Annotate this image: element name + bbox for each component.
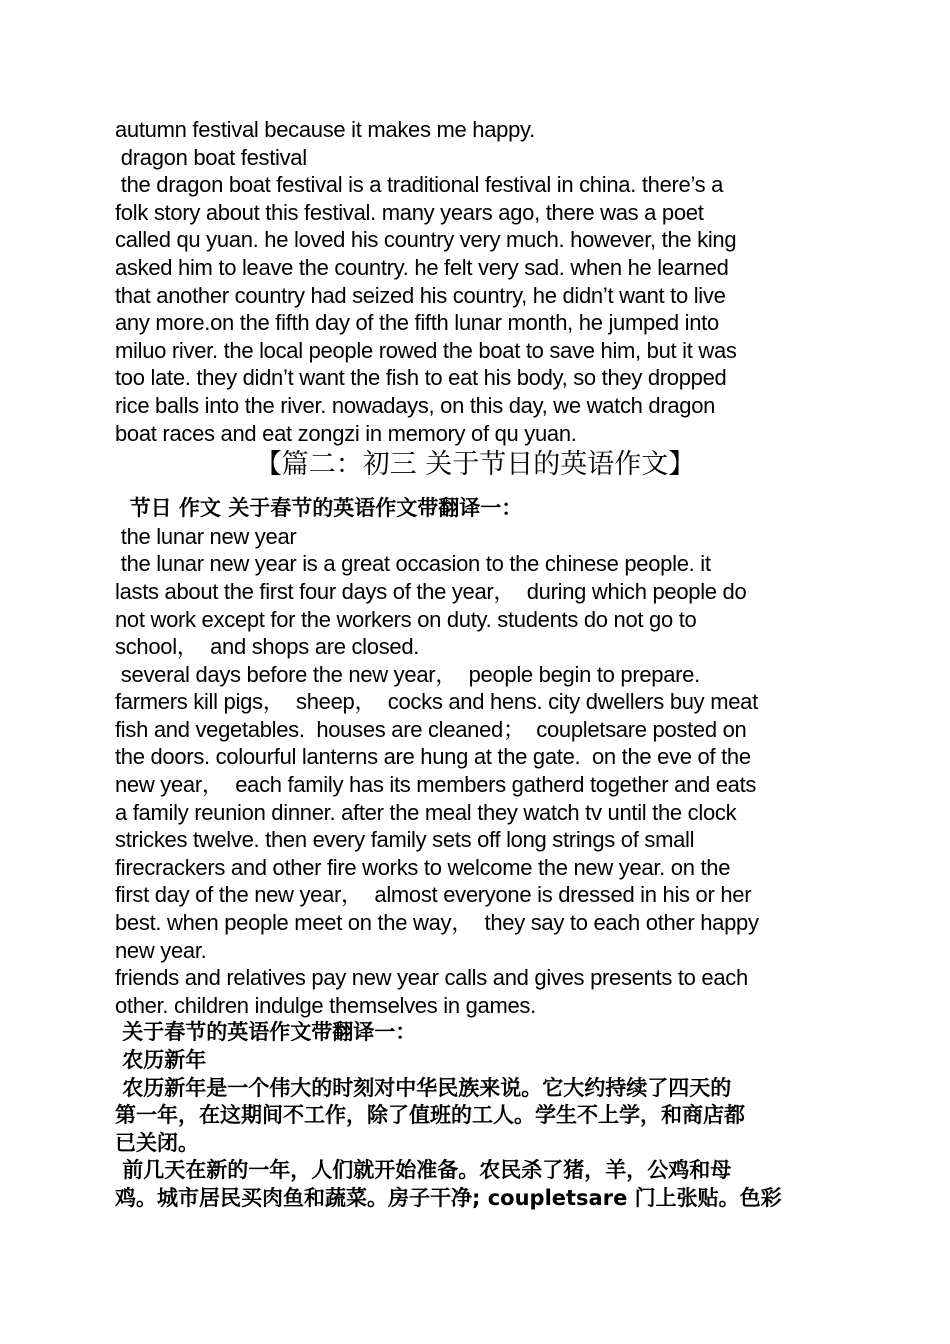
text-line: a family reunion dinner. after the meal they watch tv until the clock: [115, 799, 737, 825]
text-line: too late. they didn’t want the fish to eat his body, so they dropped: [115, 365, 727, 391]
text-line: 已关闭。: [115, 1130, 199, 1155]
section-two-chinese-body: [115, 1019, 835, 1212]
section-subheading: 节日 作文 关于春节的英语作文带翻译一：: [115, 496, 523, 521]
text-line: 第一年，在这期间不工作，除了值班的工人。学生不上学，和商店都: [115, 1103, 745, 1128]
text-line: several days before the new year， people begin to prepare.: [115, 661, 700, 687]
text-line: farmers kill pigs， sheep， cocks and hens. city dwellers buy meat: [115, 689, 758, 715]
text-line: other. children indulge themselves in games.: [115, 992, 536, 1018]
text-line: 关于春节的英语作文带翻译一：: [115, 1020, 417, 1045]
text-line: 前几天在新的一年，人们就开始准备。农民杀了猪，羊，公鸡和母: [115, 1158, 732, 1183]
text-line: called qu yuan. he loved his country very much. however, the king: [115, 227, 737, 253]
text-line: 农历新年: [115, 1048, 207, 1072]
text-line: the lunar new year is a great occasion to the chinese people. it: [115, 551, 711, 577]
text-line: miluo river. the local people rowed the boat to save him, but it was: [115, 337, 737, 363]
section-one-body: [115, 116, 835, 447]
text-line: lasts about the first four days of the year， during which people do: [115, 578, 747, 604]
section-two-english-body: [115, 523, 835, 1020]
text-line: the doors. colourful lanterns are hung at the gate. on the eve of the: [115, 744, 751, 770]
text-line: new year.: [115, 937, 207, 963]
text-line: autumn festival because it makes me happy.: [115, 117, 535, 142]
spacer: [115, 487, 835, 495]
text-line: folk story about this festival. many years ago, there was a poet: [115, 199, 704, 225]
text-line: firecrackers and other fire works to welcome the new year. on the: [115, 854, 731, 880]
text-line: that another country had seized his country, he didn’t want to live: [115, 282, 726, 308]
text-line: rice balls into the river. nowadays, on this day, we watch dragon: [115, 392, 716, 418]
text-line: school， and shops are closed.: [115, 634, 420, 660]
text-line: best. when people meet on the way， they say to each other happy: [115, 910, 759, 936]
text-line: any more.on the fifth day of the fifth lunar month, he jumped into: [115, 310, 719, 336]
text-line: dragon boat festival: [115, 144, 307, 170]
text-line: new year， each family has its members gatherd together and eats: [115, 772, 757, 798]
text-line: first day of the new year， almost everyone is dressed in his or her: [115, 882, 752, 908]
text-line: asked him to leave the country. he felt very sad. when he learned: [115, 254, 729, 280]
text-line: not work except for the workers on duty. students do not go to: [115, 606, 697, 632]
text-line: strickes twelve. then every family sets off long strings of small: [115, 827, 695, 853]
text-line: 鸡。城市居民买肉鱼和蔬菜。房子干净; coupletsare 门上张贴。色彩: [115, 1185, 782, 1210]
section-heading: 【篇二：初三 关于节日的英语作文】: [254, 449, 696, 481]
text-line: the lunar new year: [115, 523, 297, 549]
text-line: 农历新年是一个伟大的时刻对中华民族来说。它大约持续了四天的: [115, 1075, 732, 1100]
text-line: boat races and eat zongzi in memory of qu yuan.: [115, 420, 577, 446]
text-line: fish and vegetables. houses are cleaned； coupletsare posted on: [115, 716, 747, 742]
text-line: the dragon boat festival is a traditional festival in china. there’s a: [115, 172, 724, 198]
text-line: friends and relatives pay new year calls and gives presents to each: [115, 965, 748, 991]
document-page: [115, 116, 835, 1213]
